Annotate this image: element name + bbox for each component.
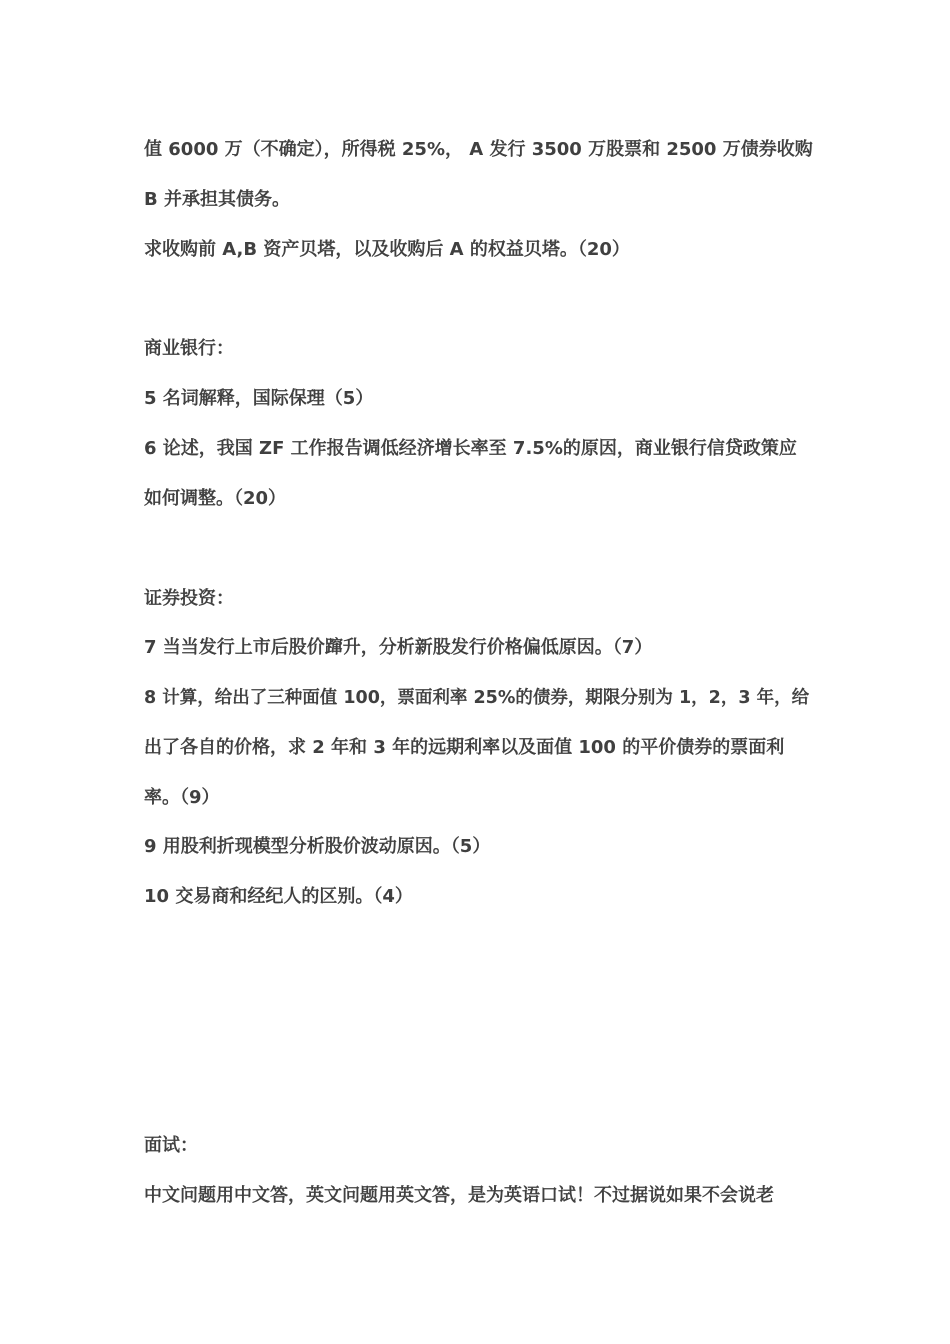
question-line: 如何调整。（20） bbox=[144, 488, 287, 509]
question-line: 5 名词解释，国际保理（5） bbox=[144, 388, 374, 409]
question-line: 率。（9） bbox=[144, 787, 220, 808]
paragraph-line: 值 6000 万（不确定），所得税 25%， A 发行 3500 万股票和 2500 万债券收购 bbox=[144, 139, 813, 160]
section-heading: 面试： bbox=[144, 1135, 198, 1156]
paragraph-line: B 并承担其债务。 bbox=[144, 189, 290, 210]
section-heading: 证券投资： bbox=[144, 588, 234, 609]
paragraph-line: 求收购前 A,B 资产贝塔，以及收购后 A 的权益贝塔。（20） bbox=[144, 239, 630, 260]
question-line: 6 论述，我国 ZF 工作报告调低经济增长率至 7.5%的原因，商业银行信贷政策应 bbox=[144, 438, 797, 459]
question-line: 8 计算，给出了三种面值 100，票面利率 25%的债券，期限分别为 1，2，3 年，给 bbox=[144, 688, 810, 708]
question-line: 出了各自的价格，求 2 年和 3 年的远期利率以及面值 100 的平价债券的票面利 bbox=[144, 737, 785, 758]
paragraph-line: 中文问题用中文答，英文问题用英文答，是为英语口试！不过据说如果不会说老 bbox=[144, 1185, 774, 1206]
question-line: 7 当当发行上市后股价蹿升，分析新股发行价格偏低原因。（7） bbox=[144, 637, 653, 658]
question-line: 9 用股利折现模型分析股价波动原因。（5） bbox=[144, 836, 491, 857]
section-heading: 商业银行： bbox=[144, 338, 234, 359]
question-line: 10 交易商和经纪人的区别。（4） bbox=[144, 886, 413, 907]
